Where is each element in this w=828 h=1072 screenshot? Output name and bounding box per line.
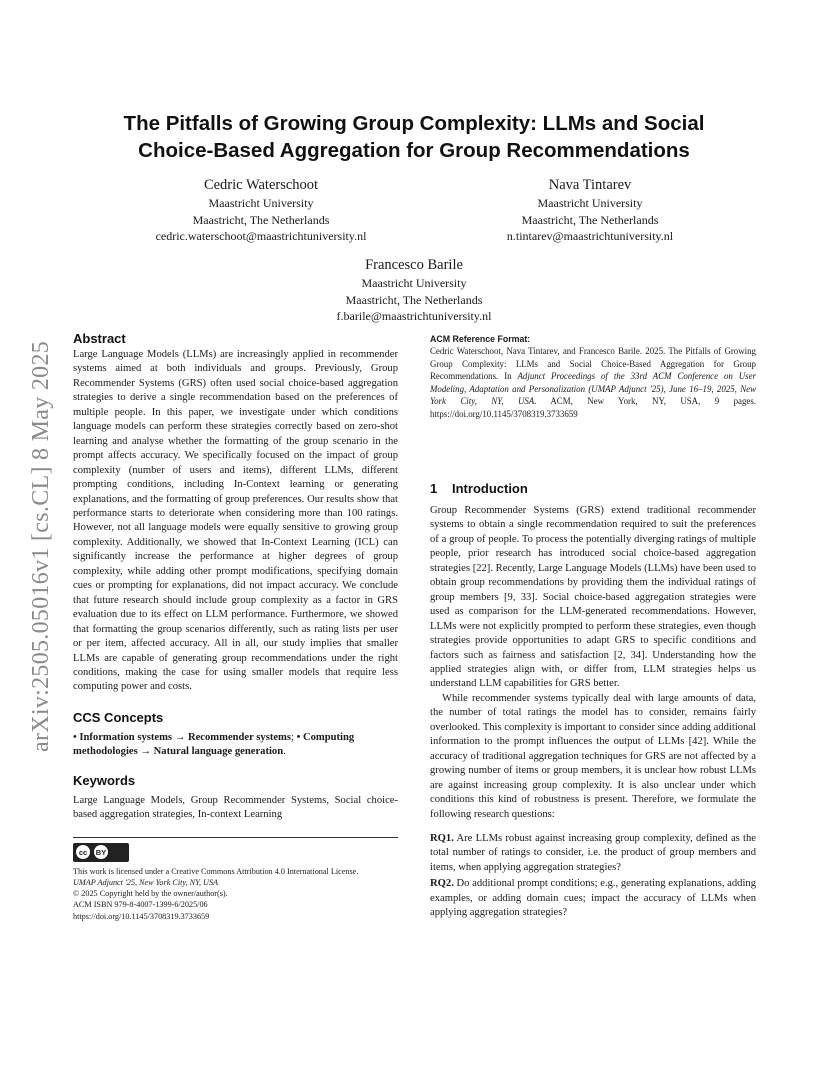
ccs-end: . (283, 746, 286, 758)
rq2-label: RQ2. (430, 878, 454, 890)
title-line-1: The Pitfalls of Growing Group Complexity: LLMs and Social (123, 112, 705, 135)
acm-reference-heading: ACM Reference Format: (430, 334, 531, 344)
author-affiliation: Maastricht University (208, 196, 314, 210)
arxiv-stamp: arXiv:2505.05016v1 [cs.CL] 8 May 2025 (28, 340, 54, 752)
research-question-2 (430, 877, 756, 920)
rq1-text: Are LLMs robust against increasing group complexity, defined as the total number of ratings to consider, i.e. the product of group members and items, when applying aggregation strategies? (430, 832, 756, 873)
abstract-heading: Abstract (73, 331, 126, 346)
introduction-heading (430, 480, 756, 498)
acm-reference-part-1: Cedric Waterschoot, Nava Tintarev, and Francesco Barile. 2025. The Pitfalls of Growing Group Complexity: LLMs and Social Choice-Based Aggregation for Group Recommendations. In (430, 346, 756, 381)
keywords-text: Large Language Models, Group Recommender Systems, Social choice-based aggregation strategies, In-context Learning (73, 794, 398, 821)
abstract-section (73, 330, 398, 695)
ccs-heading: CCS Concepts (73, 709, 164, 725)
introduction-section (430, 480, 756, 921)
author-block-2 (440, 176, 740, 245)
ccs-section (73, 709, 398, 760)
title-line-2: Choice-Based Aggregation for Group Recommendations (138, 139, 690, 162)
author-block-1 (110, 176, 412, 245)
ccs-separator: ; (291, 731, 297, 743)
license-info (73, 866, 398, 922)
ccs-concept-1: • Information systems → Recommender systems (73, 731, 292, 743)
author-email: n.tintarev@maastrichtuniversity.nl (506, 229, 674, 243)
rq2-text: Do additional prompt conditions; e.g., generating explanations, adding examples, or adding domain cues; impact the accuracy of LLMs when applying aggregation strategies? (430, 878, 756, 919)
rq1-label: RQ1. (430, 832, 454, 844)
license-doi[interactable]: https://doi.org/10.1145/3708319.3733659 (73, 911, 210, 921)
author-location: Maastricht, The Netherlands (521, 212, 659, 227)
author-location: Maastricht, The Netherlands (192, 212, 330, 227)
license-isbn: ACM ISBN 979-8-4007-1399-6/2025/06 (73, 900, 208, 910)
author-block-3 (280, 256, 548, 325)
intro-paragraph-2: While recommender systems typically deal with large amounts of data, the number of total ratings the model has to consider, remains fairly overlooked. This complexity is important to consider since adding additional information to the prompt influences the output of LLMs [42]. While the accuracy of traditional aggregation techniques for GRS are not affected by a growing number of items or group members, it is unclear how robust LLMs are against increasing group complexity. It is also unclear under which conditions this kind of robustness is present. Therefore, we formulate the following research questions: (430, 692, 756, 820)
research-question-1 (430, 832, 756, 875)
section-title: Introduction (452, 481, 528, 496)
acm-reference (430, 333, 756, 420)
author-email: f.barile@maastrichtuniversity.nl (336, 309, 492, 323)
cc-by-license-badge[interactable] (73, 843, 129, 862)
author-name: Cedric Waterschoot (203, 177, 319, 193)
license-venue: UMAP Adjunct '25, New York City, NY, USA (73, 877, 219, 887)
author-name: Francesco Barile (365, 257, 463, 273)
acm-reference-text (430, 345, 756, 420)
acm-reference-proceedings: Adjunct Proceedings of the 33rd ACM Conference on User Modeling, Adaptation and Personalization (UMAP Adjunct '25), June 16–19, 2025, New York City, NY, USA. (430, 371, 756, 406)
author-location: Maastricht, The Netherlands (345, 292, 483, 307)
license-copyright: © 2025 Copyright held by the owner/author(s). (73, 889, 228, 899)
author-affiliation: Maastricht University (537, 196, 643, 210)
author-affiliation: Maastricht University (361, 276, 467, 290)
left-column (73, 330, 398, 922)
keywords-section (73, 772, 398, 823)
cc-icon: cc (76, 845, 90, 859)
intro-paragraph-1: Group Recommender Systems (GRS) extend traditional recommender systems to obtain a single recommendation required to suit the preferences of a group of people. To process the potentially diverging ratings of multiple people, prior research has introduced social choice-based aggregation strategies [22]. Recently, Large Language Models (LLMs) have been used to obtain group recommendations by providing them the individual ratings of group members [9, 33]. Social choice-based aggregation strategies were used as comparison for the LLM-generated recommendations. However, LLMs were not explicitly prompted to perform these strategies, even though strategies provide opportunities to adapt GRS to specific conditions and factors such as fairness and satisfaction [2, 34]. Understanding how the applied strategies align with, or differ from, LLM strategies helps us understand LLM capabilities for GRS better. (430, 505, 756, 690)
abstract-text: Large Language Models (LLMs) are increasingly applied in recommender systems aimed at both individuals and groups. Previously, Group Recommender Systems (GRS) often used social choice-based aggregation strategies to derive a single recommendation based on the preferences of multiple people. In this paper, we investigate under which conditions language models can perform these strategies correctly based on zero-shot learning and analyse whether the formatting of the group scenario in the prompt affects accuracy. We specifically focused on the impact of group complexity (number of users and items), different LLMs, different prompting conditions, including In-Context learning or generating explanations, and the formatting of group preferences. Our results show that performance starts to deteriorate when considering more than 100 ratings. However, not all language models were equally sensitive to growing group complexity. Additionally, we showed that In-Context Learning (ICL) can significantly increase the performance at higher degrees of group complexity, while adding other prompt modifications, specifying domain cues or prompting for explanations, did not impact accuracy. We conclude that future research should include group complexity as a factor in GRS evaluation due to its effect on LLM performance. Furthermore, we showed that formatting the group scenarios differently, such as rating lists per user or per item, affected accuracy. All in all, our study implies that smaller LLMs are capable of generating group recommendations under the right conditions, making the case for using smaller models that require less computing power and costs. (73, 349, 398, 693)
ccs-concepts (73, 731, 398, 760)
ccs-concept-2: • Computing methodologies → Natural language generation (73, 731, 355, 758)
author-name: Nava Tintarev (548, 177, 632, 193)
paper-title (60, 110, 768, 164)
section-number: 1 (430, 481, 438, 496)
attribution-icon: BY (94, 845, 108, 859)
acm-reference-part-3: ACM, New York, NY, USA, 9 pages. https://doi.org/10.1145/3708319.3733659 (430, 396, 756, 419)
license-statement: This work is licensed under a Creative Commons Attribution 4.0 International License. (73, 866, 359, 876)
author-email: cedric.waterschoot@maastrichtuniversity.nl (155, 229, 367, 243)
keywords-heading: Keywords (73, 772, 136, 788)
license-divider (73, 837, 398, 838)
